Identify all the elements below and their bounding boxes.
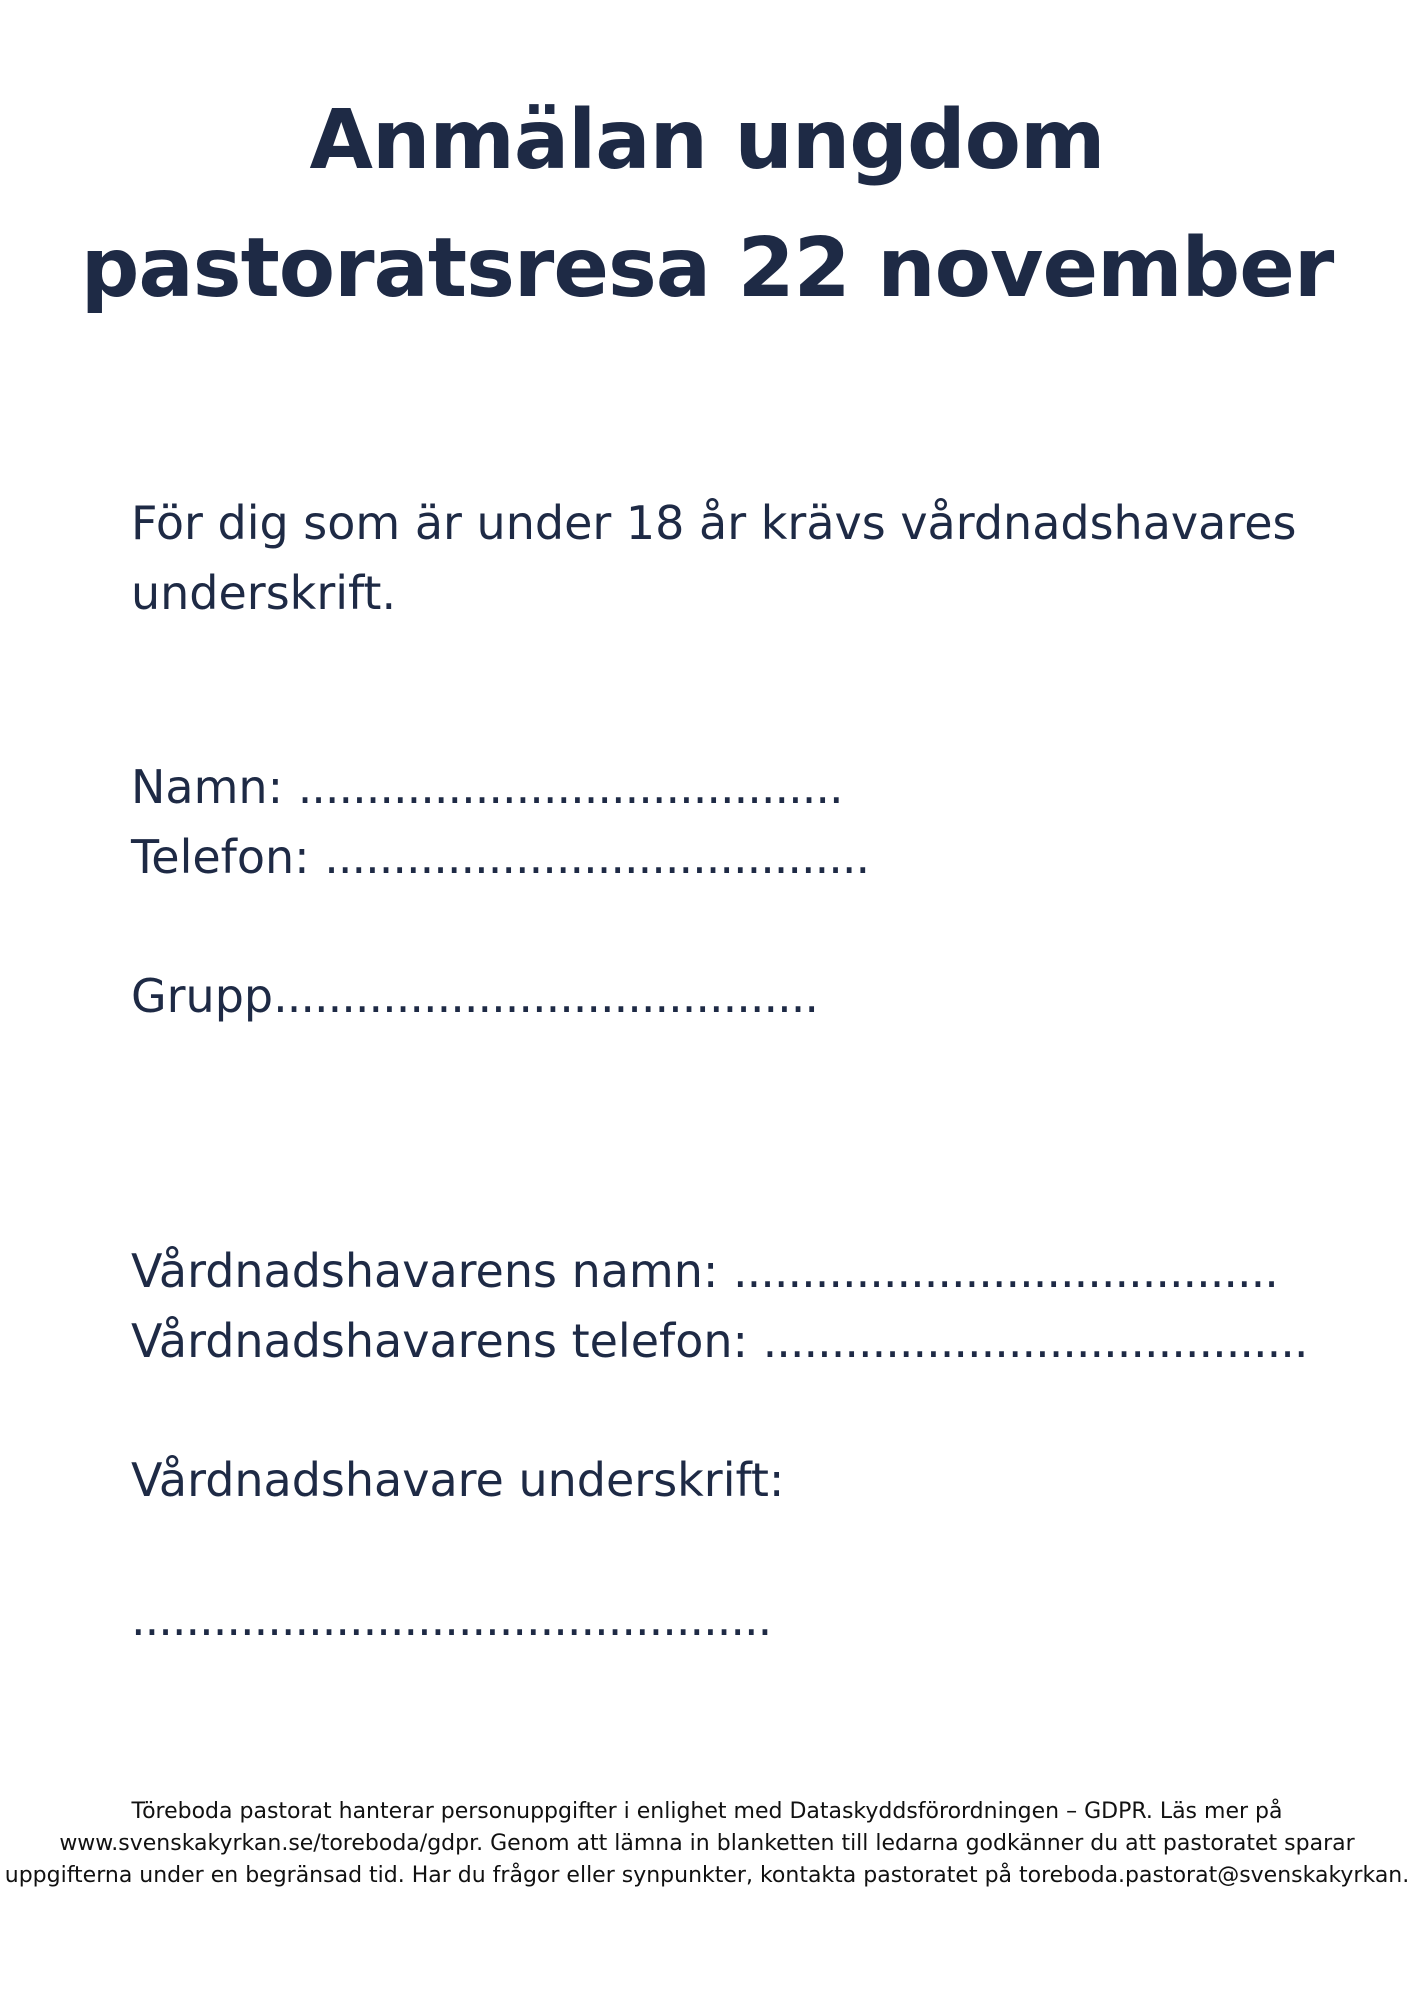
guardian-signature-field[interactable] [131,1592,772,1646]
group-dotted-line[interactable]: ........................................ [273,969,819,1023]
group-field[interactable] [131,969,819,1023]
intro-text: För dig som är under 18 år krävs vårdnadshavares underskrift. [131,496,1297,620]
page-title-line-2: pastoratsresa 22 november [80,221,1334,316]
name-dotted-line[interactable]: ........................................ [297,760,843,814]
gdpr-footer-line-3: uppgifterna under en begränsad tid. Har du frågor eller synpunkter, kontakta pastoratet på toreboda.pastorat@svenskakyrkan. [4,1863,1410,1888]
phone-field[interactable] [131,830,870,884]
page-title-line-1: Anmälan ungdom [309,93,1105,188]
guardian-signature-label: Vårdnadshavare underskrift: [131,1453,785,1507]
gdpr-footer-line-2: www.svenskakyrkan.se/toreboda/gdpr. Genom att lämna in blanketten till ledarna godkänner du att pastoratet sparar [59,1831,1355,1856]
phone-label: Telefon: [131,830,325,884]
phone-dotted-line[interactable]: ........................................ [324,830,870,884]
name-field[interactable] [131,760,843,814]
guardian-phone-label: Vårdnadshavarens telefon: [131,1314,763,1368]
guardian-name-dotted-line[interactable]: ........................................ [733,1244,1278,1298]
guardian-phone-field[interactable] [131,1314,1308,1368]
group-label: Grupp [131,969,274,1023]
guardian-name-label: Vårdnadshavarens namn: [131,1244,734,1298]
guardian-phone-dotted-line[interactable]: ........................................ [762,1314,1308,1368]
gdpr-footer-line-1: Töreboda pastorat hanterar personuppgifter i enlighet med Dataskyddsförordningen – GDPR. Läs mer på [131,1799,1283,1824]
guardian-name-field[interactable] [131,1244,1278,1298]
gdpr-footer [0,1796,1414,1892]
guardian-signature-dotted-line[interactable]: ............................................... [131,1592,772,1646]
name-label: Namn: [131,760,298,814]
